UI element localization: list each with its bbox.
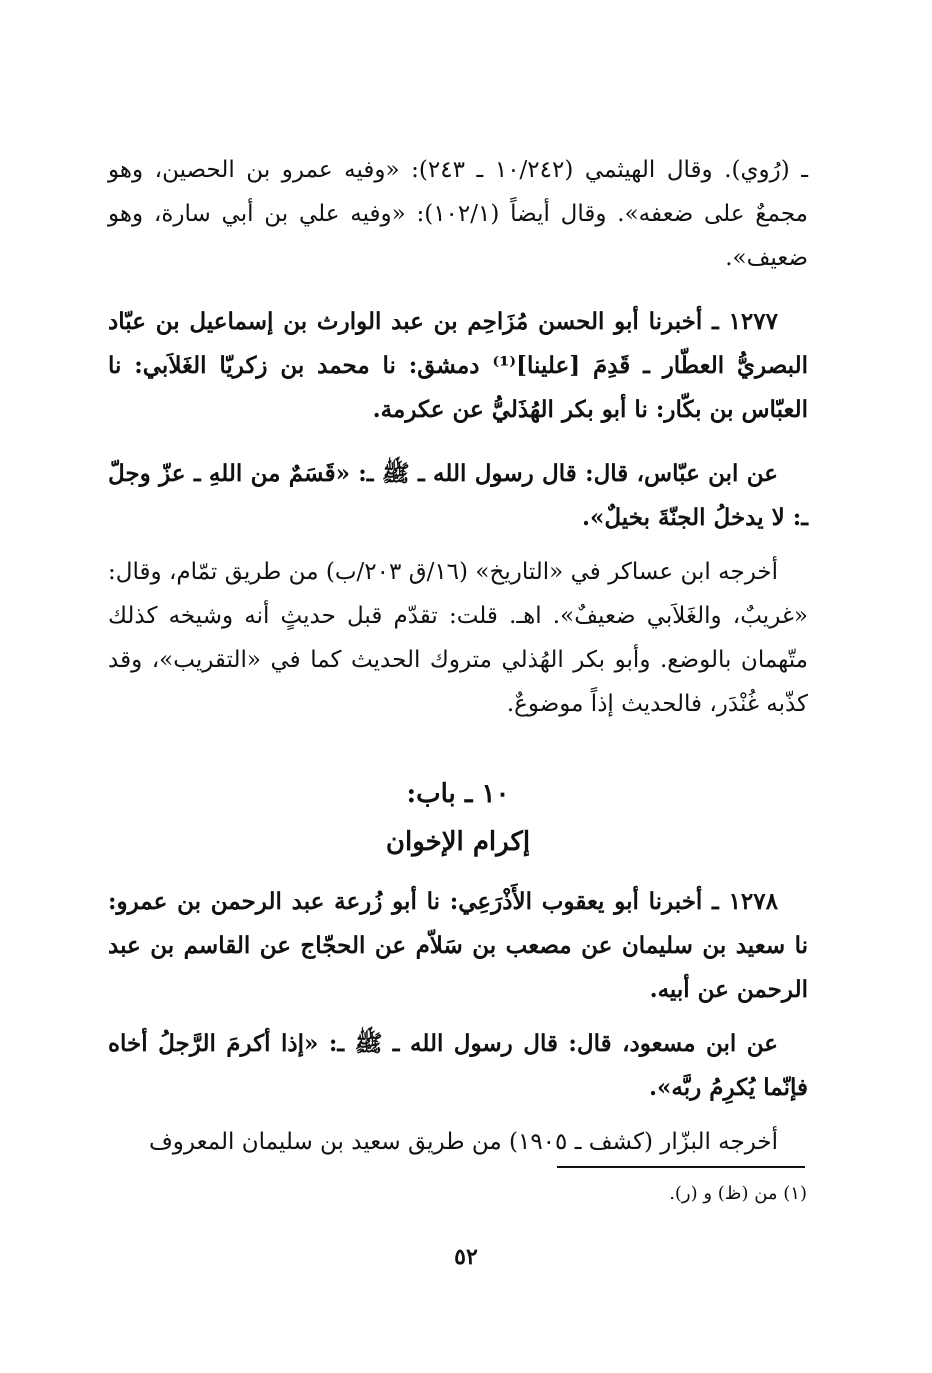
page-number: ٥٢ (454, 1244, 478, 1270)
chapter-title: إكرام الإخوان (385, 827, 531, 857)
hadith-1277-matn: عن ابن عبّاس، قال: قال رسول الله ـ ﷺ ـ: «قَسَمٌ من اللهِ ـ عزّ وجلّ ـ: لا يدخلُ الجنّةَ بخيلٌ». (108, 460, 808, 531)
hadith-1277-takhrij: أخرجه ابن عساكر في «التاريخ» (١٦/ق ٢٠٣/ب) من طريق تمّام، وقال: «غريبٌ، والغَلاَبي ضعيفٌ». اهـ. قلت: تقدّم قبل حديثٍ أنه وشيخه كذلك متّهمان بالوضع. وأبو بكر الهُذلي متروك الحديث كما في «التقريب»، وقد كذّبه غُنْدَر، فالحديث إذاً موضوعٌ. (108, 559, 808, 717)
page-body (108, 148, 808, 1164)
chapter-heading (108, 770, 808, 866)
hadith-1278-isnad: ١٢٧٨ ـ أخبرنا أبو يعقوب الأَذْرَعِي: نا أبو زُرعة عبد الرحمن بن عمرو: نا سعيد بن سليمان عن مصعب بن سَلاّم عن الحجّاج عن القاسم بن عبد الرحمن عن أبيه. (108, 888, 808, 1003)
footnote-divider (557, 1166, 805, 1168)
hadith-1278-takhrij: أخرجه البزّار (كشف ـ ١٩٠٥) من طريق سعيد بن سليمان المعروف (148, 1129, 778, 1155)
chapter-number: ١٠ ـ باب: (406, 779, 510, 809)
footnote: (١) من (ظ) و (ر). (669, 1183, 807, 1204)
hadith-1277-isnad: ١٢٧٧ ـ أخبرنا أبو الحسن مُزَاحِم بن عبد الوارث بن إسماعيل بن عبّاد البصريُّ العطّار ـ قَدِمَ [علينا]⁽¹⁾ دمشق: نا محمد بن زكريّا الغَلاَبي: نا العبّاس بن بكّار: نا أبو بكر الهُذَليُّ عن عكرمة. (108, 308, 808, 423)
hadith-1278-matn: عن ابن مسعود، قال: قال رسول الله ـ ﷺ ـ: «إذا أكرمَ الرَّجلُ أخاه فإنّما يُكرِمُ ربَّه». (108, 1030, 808, 1101)
paragraph-continuation: ـ (رُوي). وقال الهيثمي (١٠/٢٤٢ ـ ٢٤٣): «وفيه عمرو بن الحصين، وهو مجمعٌ على ضعفه». وقال أيضاً (١٠٢/١): «وفيه علي بن أبي سارة، وهو ضعيف». (108, 157, 808, 271)
